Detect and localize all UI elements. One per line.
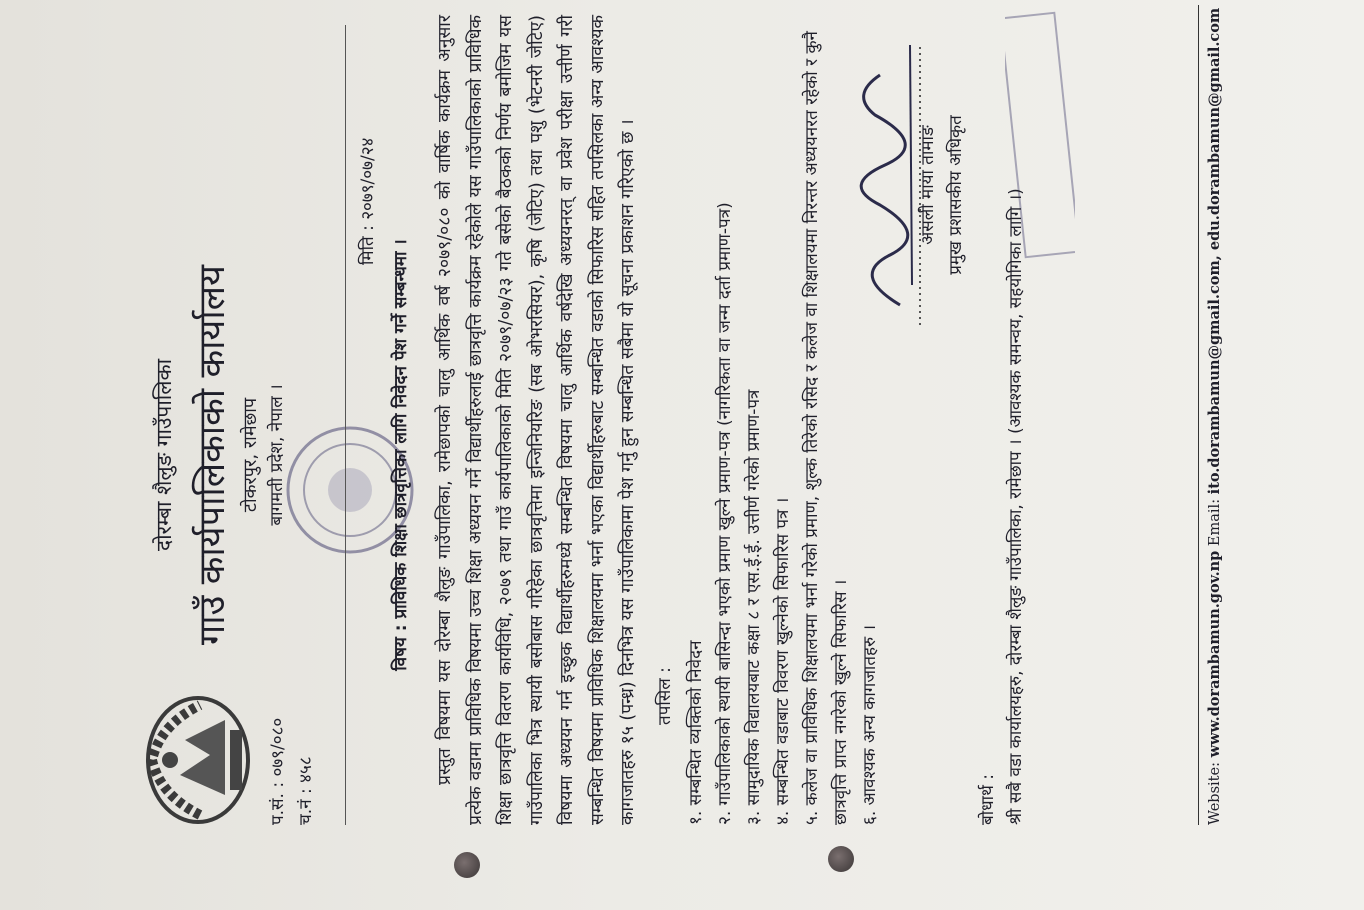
cc-recipients: श्री सबै वडा कार्यालयहरु, दोरम्बा शैलुङ गाउँपालिका, रामेछाप । (आवश्यक समन्वय, सहयोगिका लागि ।) (1006, 188, 1026, 825)
signatory-title: प्रमुख प्रशासकीय अधिकृत (946, 115, 966, 275)
letter-body: प्रस्तुत विषयमा यस दोरम्बा शैलुङ गाउँपालिका, रामेछापको चालु आर्थिक वर्ष २०७९/०८० को वार्षिक कार्यक्रम अनुसार प्रत्येक वडामा प्राविधिक विषयमा उच्च शिक्षा अध्ययन गर्ने विद्यार्थीहरुलाई छात्रवृत्ति कार्यक्रम रहेकोले यस गाउँपालिकाको प्राविधिक शिक्षा छात्रवृत्ति वितरण कार्यविधि, २०७९ तथा गाउँ कार्यपालिकाको मिति २०७९/०७/२३ गते बसेको बैठकको निर्णय बमोजिम यस गाउँपालिका भित्र स्थायी बसोबास गरिहेका छात्रवृत्तिमा इन्जिनियरिङ (सब ओभरसियर), कृषि (जेटिए) तथा पशु (भेटनरी जेटिए) विषयमा अध्ययन गर्न इच्छुक विद्यार्थीहरुमध्ये सम्बन्धित विषयमा चालु आर्थिक वर्षदेखि अध्ययनरत् वा प्रवेश परीक्षा उत्तीर्ण गरी सम्बन्धित विषयमा प्राविधिक शिक्षालयमा भर्ना भएका विद्यार्थीहरुबाट सम्बन्धित वडाको सिफारिस सहित तपसिलका अन्य आवश्यक कागजातहरु १५ (पन्ध्र) दिनभित्र यस गाउँपालिकामा पेश गर्नु हुन सम्बन्धित सबैमा यो सूचना प्रकाशन गरिएको छ । (435, 15, 638, 825)
letter-content (0, 5, 1364, 905)
list-item: ५. कलेज वा प्राविधिक शिक्षालयमा भर्ना गरेको प्रमाण, शुल्क तिरेको रसिद र कलेज वा शिक्षालयमा निरन्तर अध्ययनरत रहेको र कुनै छात्रवृत्ति प्राप्त नगरेको खुल्ने सिफारिस । (802, 31, 851, 825)
office-location: टोकरपुर, रामेछाप (240, 397, 261, 513)
cc-label: बोधार्थ : (978, 774, 998, 825)
list-item: ४. सम्बन्धित वडाबाट विवरण खुल्नेको सिफारिस पत्र । (773, 497, 793, 825)
signatory-name: असली माया तामाङ (918, 125, 938, 245)
letter-number: प.सं. : ०७९/०८० (268, 717, 288, 825)
handwritten-signature-icon (820, 25, 930, 345)
office-name: गाउँ कार्यपालिकाको कार्यालय (192, 265, 233, 645)
footer-contact (1206, 5, 1223, 825)
municipality-name: दोरम्बा शैलुङ गाउँपालिका (152, 358, 176, 552)
footer-divider (1198, 5, 1199, 825)
letter-date: मिति : २०७९/०७/२४ (358, 137, 378, 265)
header-divider (345, 25, 346, 825)
list-item: १. सम्बन्धित व्यक्तिको निवेदन (686, 640, 706, 825)
website-label: Website: (1207, 762, 1223, 825)
province-name: बागमती प्रदेश, नेपाल । (267, 384, 287, 526)
list-item: ३. सामुदायिक विद्यालयबाट कक्षा ८ र एस.ई.ई. उत्तीर्ण गरेको प्रमाण-पत्र (744, 389, 764, 825)
letter-subject: विषय : प्राविधिक शिक्षा छात्रवृत्तिका लागि निवेदन पेश गर्ने सम्बन्धमा । (391, 239, 411, 671)
enclosure-label: तपसिल : (655, 667, 675, 725)
list-item: ६. आवश्यक अन्य कागजातहरु । (860, 624, 880, 825)
email-links[interactable]: ito.dorambamun@gmail.com, edu.dorambamun@gmail.com (1206, 7, 1223, 495)
dispatch-number: च.नं : ४५८ (296, 756, 316, 825)
website-link[interactable]: www.dorambamun.gov.np (1206, 550, 1223, 758)
email-label: Email: (1207, 498, 1223, 547)
list-item: २. गाउँपालिकाको स्थायी बासिन्दा भएको प्रमाण खुल्ने प्रमाण-पत्र (नागरिकता वा जन्म दर्ता प्रमाण-पत्र) (715, 202, 735, 825)
